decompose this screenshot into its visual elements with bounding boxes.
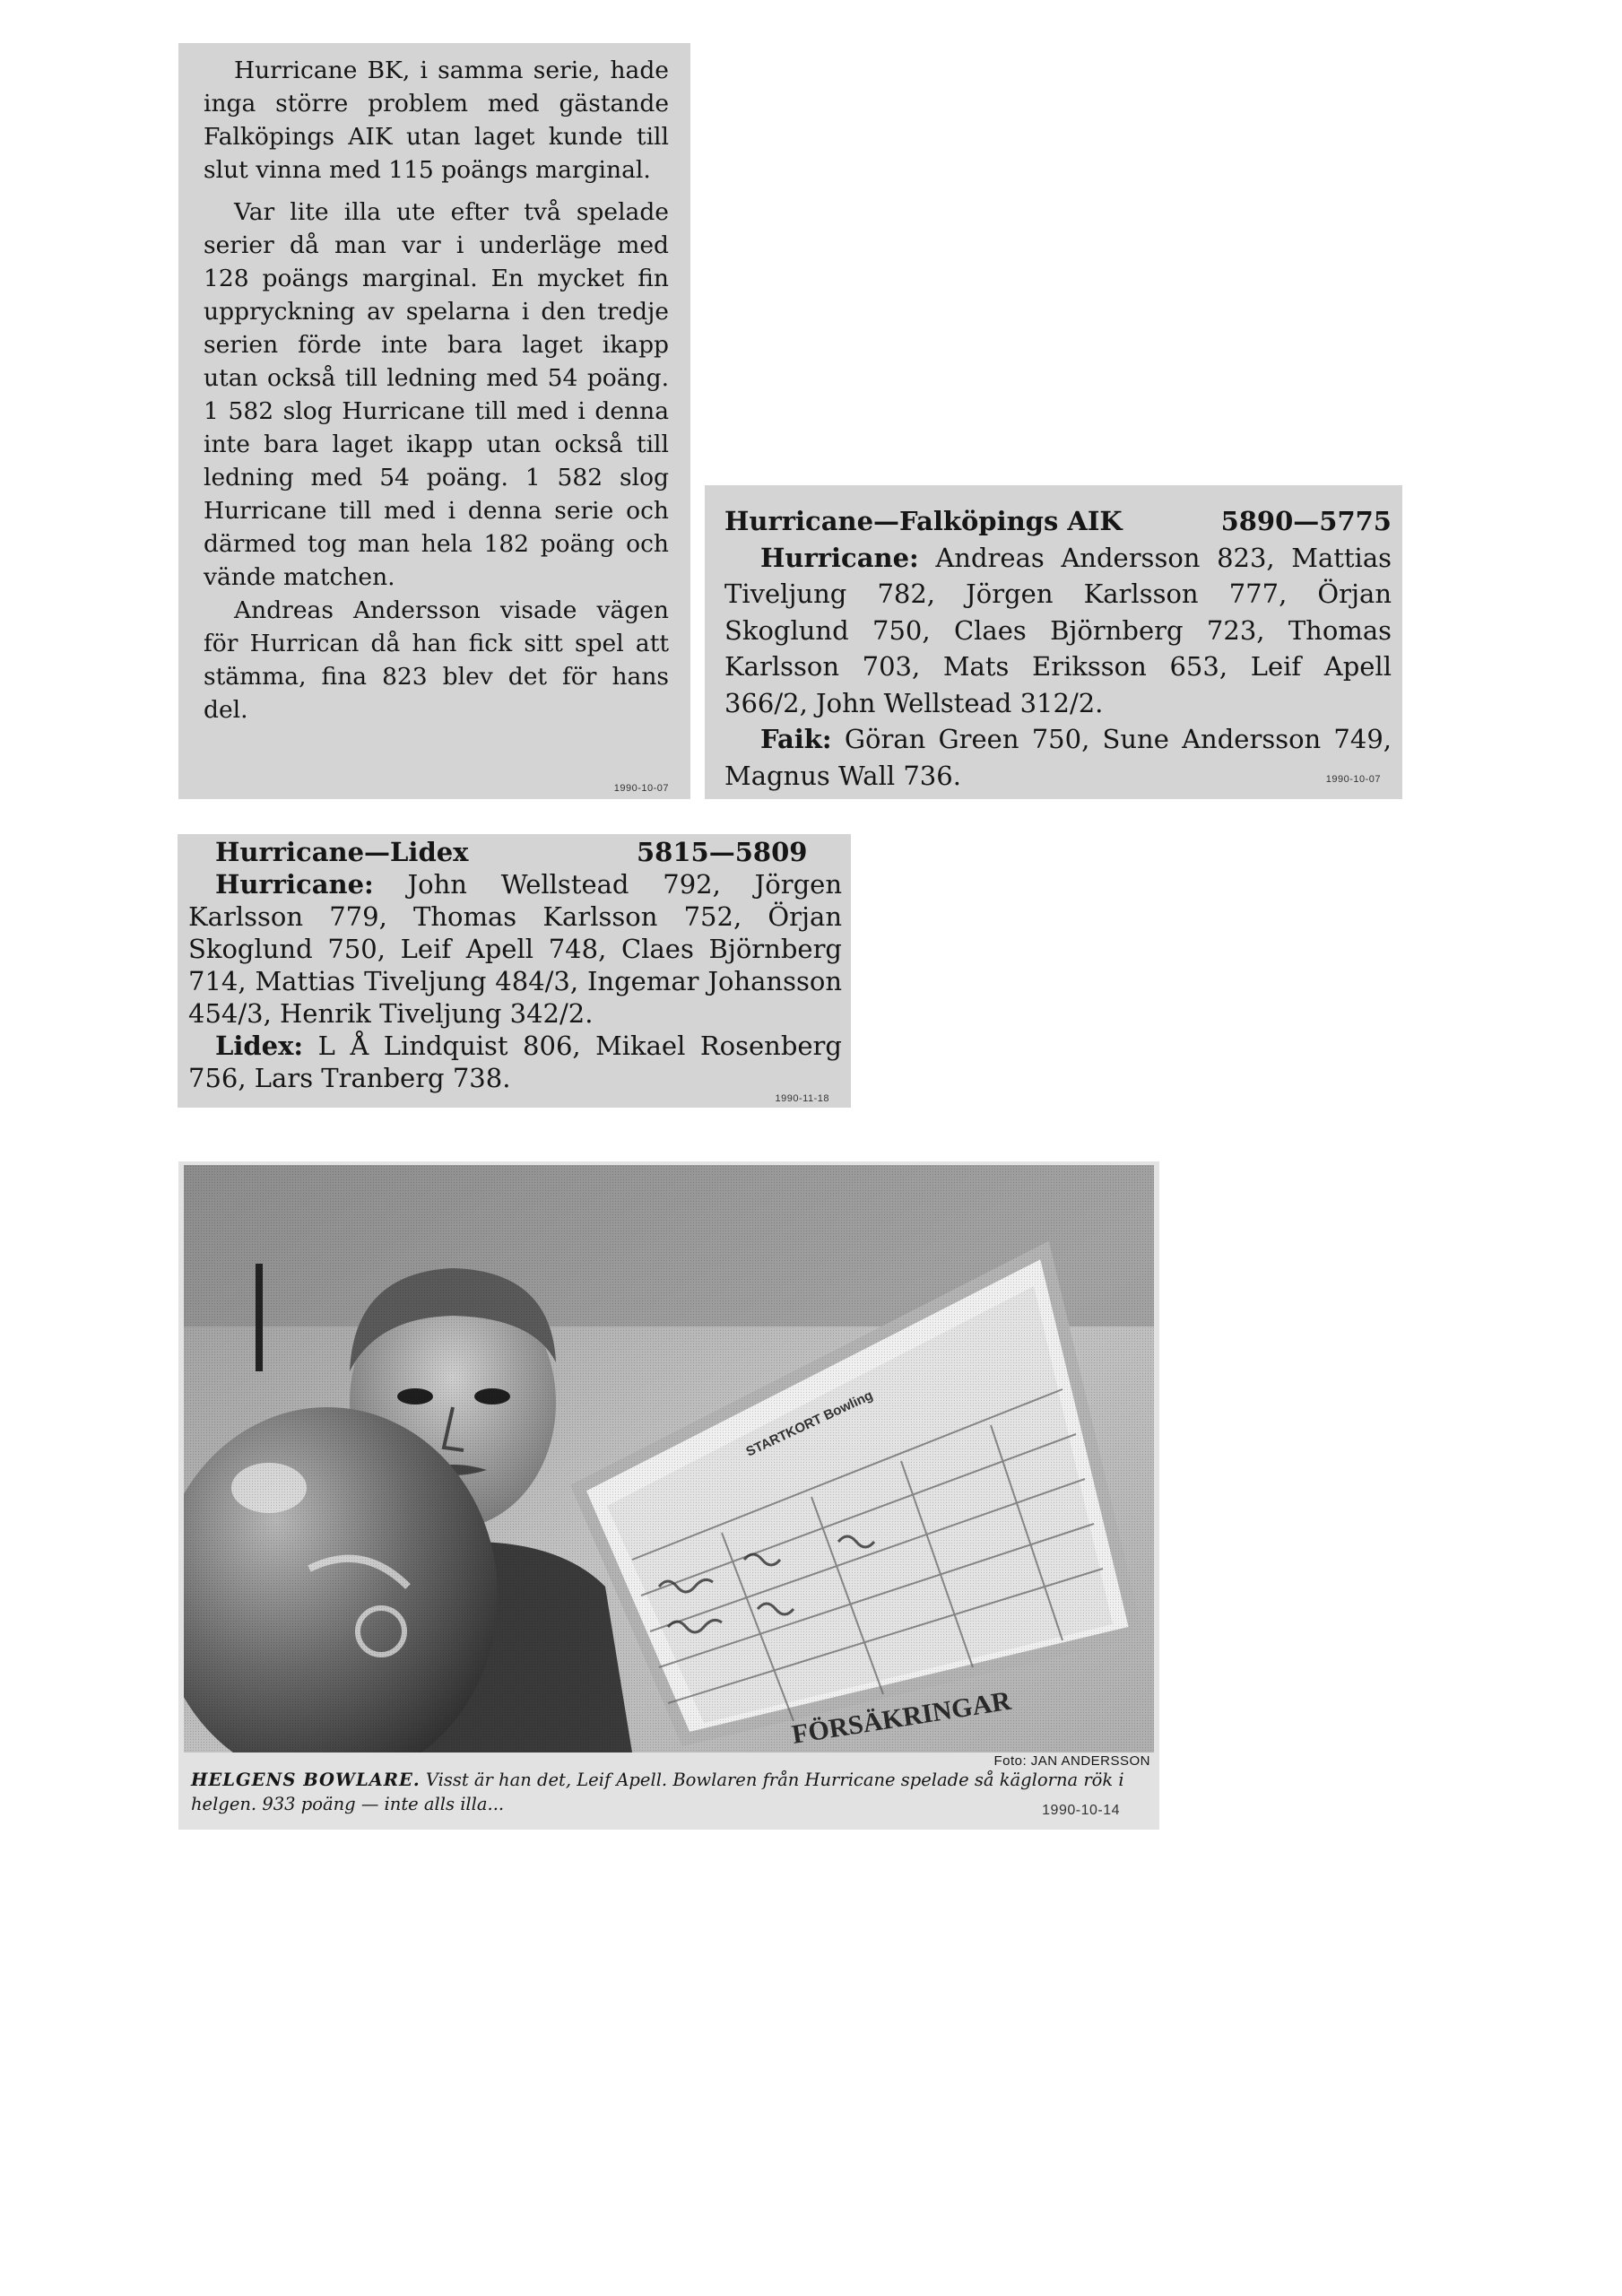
- team-results: [724, 540, 1392, 722]
- team-results: [188, 1030, 842, 1094]
- match-score: 5815—5809: [637, 837, 808, 867]
- team-scores: John Wellstead 792, Jörgen Karlsson 779, Thomas Karlsson 752, Örjan Skoglund 750, Leif Apell 748, Claes Björnberg 714, Mattias Tiveljung 484/3, Ingemar Johansson 454/3, Henrik Tiveljung 342/2.: [188, 869, 842, 1029]
- photo-credit: Foto: JAN ANDERSSON: [993, 1753, 1150, 1769]
- clipping-date: 1990-10-07: [1325, 774, 1381, 785]
- team-scores: L Å Lindquist 806, Mikael Rosenberg 756, Lars Tranberg 738.: [188, 1031, 842, 1093]
- team-scores: Göran Green 750, Sune Andersson 749, Magnus Wall 736.: [724, 724, 1392, 791]
- match-title: Hurricane—Lidex: [215, 837, 469, 867]
- article-clipping-match-report: [178, 43, 690, 799]
- team-results: [724, 721, 1392, 794]
- team-label: Hurricane:: [760, 542, 919, 573]
- team-label: Lidex:: [215, 1031, 304, 1061]
- caption-text: Visst är han det, Leif Apell. Bowlaren från Hurricane spelade så käglorna rök i helgen. 933 poäng — inte alls illa...: [191, 1770, 1124, 1814]
- results-clipping-lidex: [178, 834, 851, 1108]
- match-heading: [188, 836, 842, 868]
- results-clipping-falkopings: [705, 485, 1402, 799]
- bowler-photo: [184, 1165, 1154, 1752]
- team-label: Faik:: [760, 724, 832, 754]
- article-paragraph: Var lite illa ute efter två spelade serier då man var i underläge med 128 poängs marginal. En mycket fin uppryckning av spelarna i den tredje serien förde inte bara laget ikapp utan också till ledning med 54 poäng. 1 582 slog Hurricane till med i denna inte bara laget ikapp utan också till ledning med 54 poäng. 1 582 slog Hurricane till med i denna serie och därmed tog man hela 182 poäng och vände matchen.: [204, 198, 669, 591]
- match-heading: [724, 503, 1392, 540]
- match-title: Hurricane—Falköpings AIK: [724, 506, 1123, 536]
- caption-lead: HELGENS BOWLARE.: [191, 1770, 421, 1790]
- clipping-date: 1990-10-14: [1042, 1803, 1120, 1818]
- team-results: [188, 868, 842, 1030]
- team-scores: Andreas Andersson 823, Mattias Tiveljung 782, Jörgen Karlsson 777, Örjan Skoglund 750, Claes Björnberg 723, Thomas Karlsson 703, Mats Eriksson 653, Leif Apell 366/2, John Wellstead 312/2.: [724, 542, 1392, 718]
- clipping-date: 1990-10-07: [613, 783, 669, 794]
- photo-clipping: [178, 1161, 1159, 1830]
- photo-caption: [191, 1768, 1141, 1816]
- article-paragraph: Hurricane BK, i samma serie, hade inga större problem med gästande Falköpings AIK utan laget kunde till slut vinna med 115 poängs marginal.: [204, 57, 669, 184]
- match-score: 5890—5775: [1220, 506, 1392, 536]
- clipping-date: 1990-11-18: [775, 1093, 829, 1104]
- article-paragraph: Andreas Andersson visade vägen för Hurrican då han fick sitt spel att stämma, fina 823 blev det för hans del.: [204, 596, 669, 724]
- team-label: Hurricane:: [215, 869, 374, 900]
